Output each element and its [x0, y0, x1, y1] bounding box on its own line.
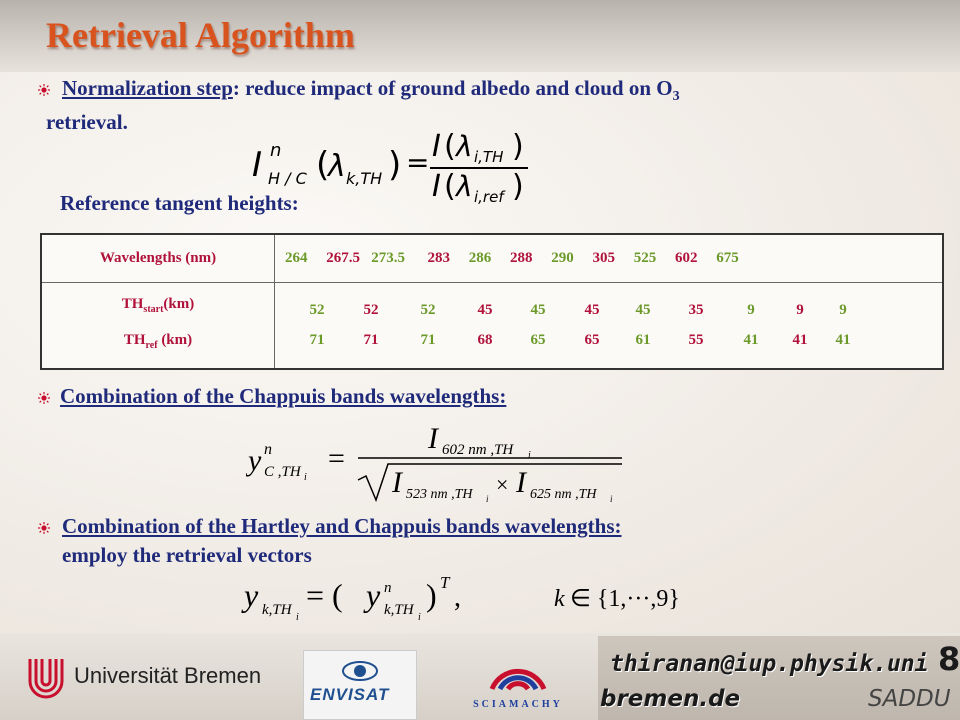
wl-6: 290 [551, 249, 574, 266]
bullet-chappuis: Combination of the Chappuis bands wavelengths: [60, 384, 507, 408]
svg-text:,: , [454, 582, 461, 613]
th-start-label [42, 289, 274, 325]
svg-text:I: I [516, 466, 526, 499]
th_start-value: 45 [584, 302, 600, 319]
sciamachy-logo [470, 647, 566, 717]
slide-number: 8 [938, 640, 960, 678]
svg-text:k: k [554, 586, 565, 612]
svg-text:): ) [388, 145, 402, 185]
wl-10: 675 [716, 249, 739, 266]
th_ref-value: 71 [363, 332, 379, 349]
th_ref-value: 65 [584, 332, 600, 349]
retrieval-vector-formula [240, 568, 690, 624]
svg-text:y: y [248, 444, 262, 477]
th-values [275, 282, 944, 369]
th_ref-value: 68 [477, 332, 493, 349]
wl-8: 525 [633, 249, 657, 266]
svg-text:×: × [496, 472, 509, 497]
sciamachy-waves-icon [486, 647, 550, 693]
svg-text:602 nm ,TH: 602 nm ,TH [442, 442, 514, 458]
svg-text:i: i [528, 450, 531, 461]
chappuis-formula [246, 420, 626, 506]
th_start-value: 9 [839, 302, 847, 319]
th-start-unit: (km) [163, 296, 195, 313]
svg-text:i: i [610, 494, 613, 504]
svg-text:T: T [440, 573, 450, 592]
svg-text:(: ( [444, 129, 456, 164]
svg-text:n: n [264, 441, 272, 458]
svg-text:I: I [432, 169, 441, 204]
svg-text:I: I [392, 466, 402, 499]
svg-text:∈ {1,···,9}: ∈ {1,···,9} [570, 586, 680, 612]
wavelength-header: Wavelengths (nm) [41, 234, 275, 282]
svg-text:i: i [418, 612, 421, 623]
svg-text:(: ( [444, 169, 456, 204]
th_ref-value: 65 [530, 332, 546, 349]
hartley-line2: employ the retrieval vectors [62, 543, 312, 567]
th-labels [41, 282, 275, 369]
svg-text:): ) [512, 129, 524, 164]
th-ref-sub: ref [145, 340, 158, 352]
sun-bullet-icon [38, 392, 50, 404]
th_start-value: 52 [420, 302, 436, 319]
slide-title: Retrieval Algorithm [46, 15, 355, 55]
svg-text:λ: λ [456, 170, 473, 203]
svg-text:n: n [384, 580, 392, 596]
svg-text:I: I [432, 129, 441, 164]
th-start-row [289, 295, 942, 325]
email-line2[interactable]: bremen.de [600, 686, 741, 712]
th_start-value: 52 [363, 302, 379, 319]
svg-text:i,ref: i,ref [474, 188, 504, 204]
th-ref-text: TH [123, 332, 146, 349]
th_ref-value: 61 [635, 332, 651, 349]
wavelength-values [275, 234, 944, 282]
svg-text:523 nm ,TH: 523 nm ,TH [406, 487, 473, 502]
wl-0: 264 [285, 249, 308, 266]
svg-text:i: i [296, 612, 299, 623]
th_ref-value: 71 [420, 332, 436, 349]
wl-5: 288 [510, 249, 533, 266]
svg-text:): ) [512, 169, 524, 204]
bullet-normalization [62, 76, 680, 105]
th_start-value: 45 [530, 302, 546, 319]
tangent-height-table [40, 233, 944, 370]
svg-text:=: = [328, 442, 345, 475]
o3-subscript: 3 [672, 89, 680, 105]
sun-bullet-icon [38, 522, 50, 534]
th_ref-value: 41 [835, 332, 851, 349]
svg-text:i,TH: i,TH [474, 148, 504, 166]
th-ref-unit: (km) [157, 332, 193, 349]
svg-text:y: y [244, 577, 259, 613]
svg-text:λ: λ [456, 130, 473, 163]
reference-heading: Reference tangent heights: [60, 191, 299, 215]
normalization-lead: Normalization step [62, 76, 233, 100]
svg-text:625 nm ,TH: 625 nm ,TH [530, 487, 597, 502]
envisat-text: ENVISAT [310, 685, 390, 704]
th-ref-label [42, 325, 274, 361]
th_start-value: 35 [688, 302, 704, 319]
normalization-line2: retrieval. [46, 110, 128, 134]
svg-text:k,TH: k,TH [346, 169, 383, 188]
university-logo-icon [26, 655, 66, 703]
svg-text:n: n [270, 140, 282, 161]
th_start-value: 9 [796, 302, 804, 319]
svg-text:C ,TH: C ,TH [264, 464, 301, 480]
svg-text:k,TH: k,TH [384, 602, 414, 618]
th-start-sub: start [143, 304, 164, 316]
contact-box [598, 636, 960, 720]
th_ref-value: 41 [743, 332, 759, 349]
footer-sub-label: SADDU [868, 686, 951, 712]
wl-9: 602 [675, 249, 698, 266]
th_ref-value: 71 [309, 332, 325, 349]
envisat-globe-icon [340, 657, 380, 683]
th_ref-value: 41 [792, 332, 808, 349]
svg-text:i: i [304, 472, 307, 483]
svg-text:): ) [426, 577, 437, 613]
bullet-hartley: Combination of the Hartley and Chappuis bands wavelengths: [62, 514, 622, 538]
wl-2: 273.5 [371, 249, 405, 266]
th_ref-value: 55 [688, 332, 704, 349]
svg-text:k,TH: k,TH [262, 602, 292, 618]
email-line1[interactable]: thiranan@iup.physik.uni [610, 651, 929, 677]
svg-text:λ: λ [328, 149, 346, 184]
svg-text:= (: = ( [306, 577, 343, 613]
th-start-text: TH [121, 296, 144, 313]
envisat-logo [303, 650, 417, 720]
wl-1: 267.5 [326, 249, 360, 266]
svg-text:y: y [366, 577, 381, 613]
svg-text:I: I [428, 422, 438, 455]
wl-7: 305 [592, 249, 615, 266]
wl-4: 286 [468, 249, 492, 266]
th_start-value: 9 [747, 302, 755, 319]
sciamachy-text: SCIAMACHY [473, 699, 563, 710]
th_start-value: 52 [309, 302, 325, 319]
sun-bullet-icon [38, 84, 50, 96]
normalization-rest: : reduce impact of ground albedo and cloud on O [232, 76, 673, 100]
svg-text:(: ( [316, 145, 330, 185]
th_start-value: 45 [477, 302, 493, 319]
svg-text:H / C: H / C [268, 169, 307, 188]
svg-text:=: = [406, 146, 430, 179]
th-ref-row [289, 325, 942, 355]
university-name: Universität Bremen [74, 663, 262, 688]
svg-text:I: I [252, 145, 263, 185]
th_start-value: 45 [635, 302, 651, 319]
svg-text:i: i [486, 494, 489, 504]
wl-3: 283 [427, 249, 450, 266]
